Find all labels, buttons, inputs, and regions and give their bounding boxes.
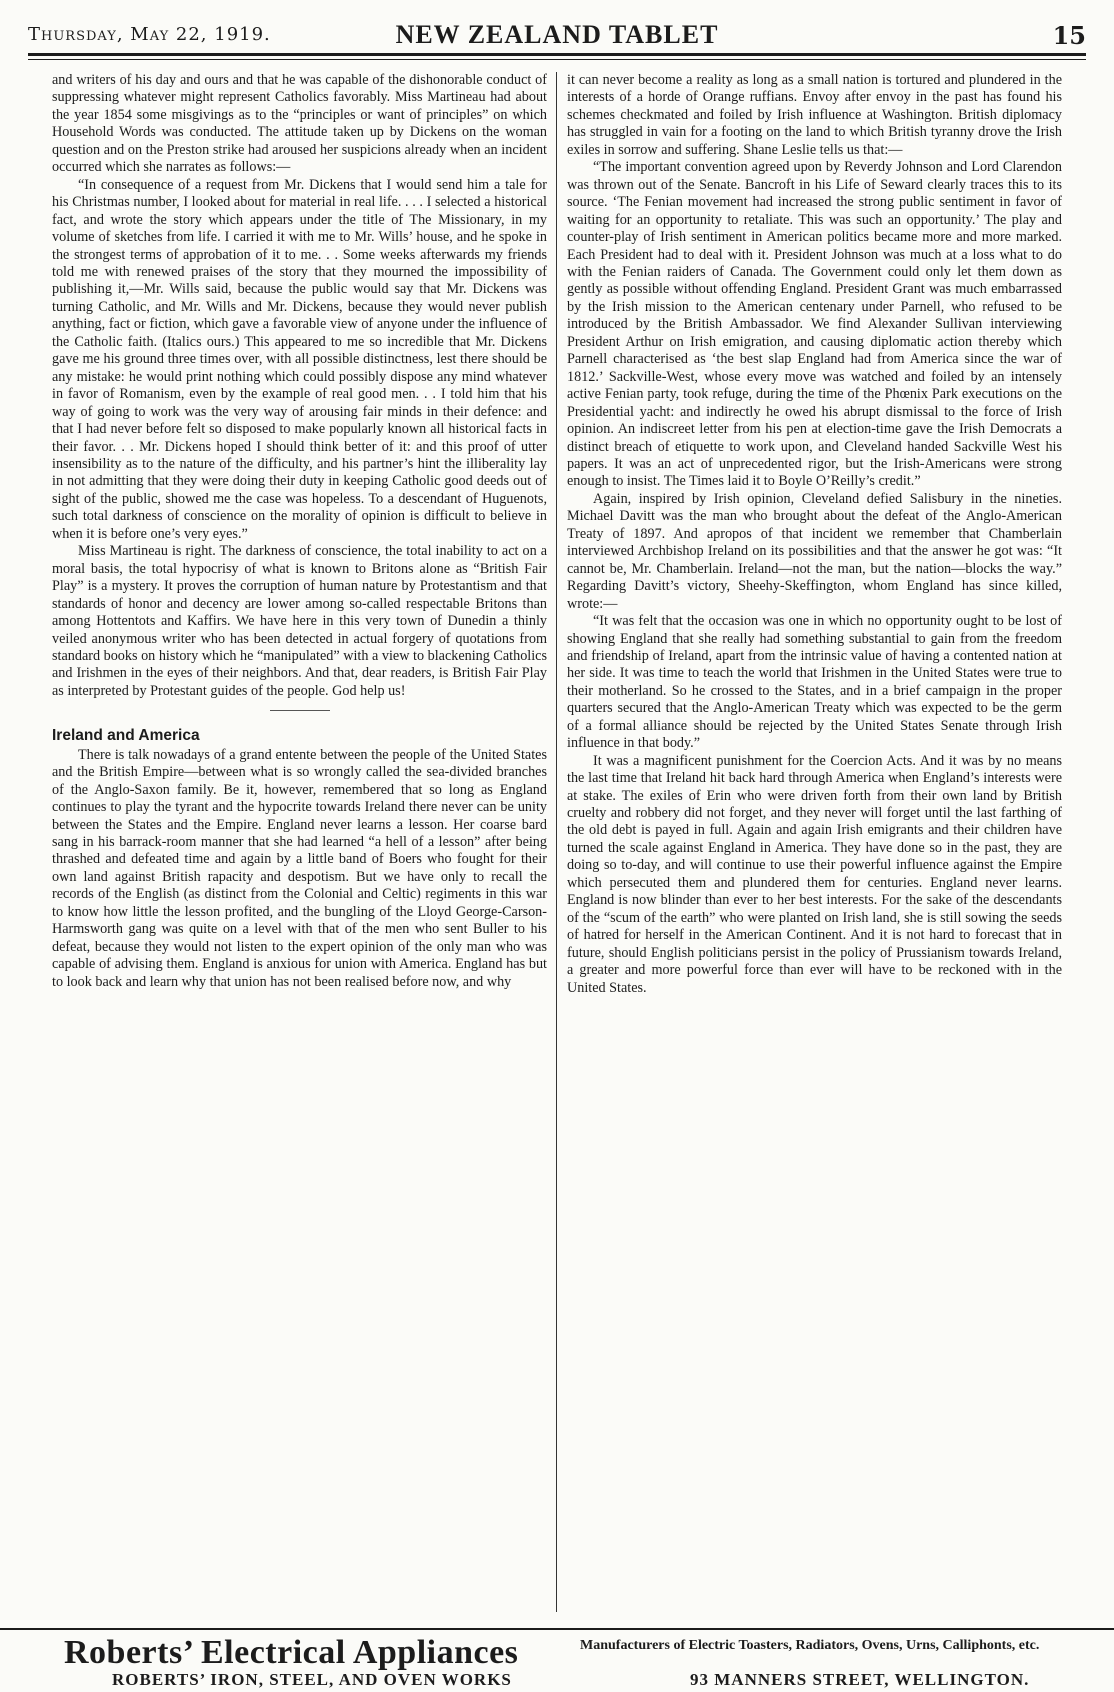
article-paragraph: it can never become a reality as long as a small nation is tortured and plundered in the interests of a horde of Orange ruffians. Envoy after envoy in the past has found his schemes checkmated and foiled by Irish influence at Washington. British diplomacy has struggled in vain for a footing on the land to which British tyranny drove the Irish exiles in sorrow and suffering. Shane Leslie tells us that:—	[567, 72, 1062, 158]
article-paragraph: Again, inspired by Irish opinion, Cleveland defied Salisbury in the nineties. Michael Davitt was the man who brought about the defeat of the Anglo-American Treaty of 1897. And apropos of that incident we remember that Chamberlain interviewed Archbishop Ireland on its possibilities and that the answer he got was: “It cannot be, Mr. Chamberlain. Ireland—not the man, but the nation—blocks the way.” Regarding Davitt’s victory, Sheehy-Skeffington, whom England has since killed, wrote:—	[567, 490, 1062, 612]
advertisement-banner	[0, 1628, 1114, 1692]
advertiser-address: 93 MANNERS STREET, WELLINGTON.	[690, 1670, 1030, 1689]
quoted-paragraph: “In consequence of a request from Mr. Dickens that I would send him a tale for his Christmas number, I looked about for material in real life. . . . I selected a historical fact, and wrote the story which appears under the title of The Missionary, in my volume of sketches from life. I carried it with me to Mr. Wills’ house, and he spoke in the strongest terms of approbation of it to me. . . Some weeks afterwards my friends told me with renewed praises of the story that they mourned the impossibility of publishing it,—Mr. Wills said, because the public would say that Mr. Dickens was turning Catholic, and Mr. Wills and Mr. Dickens, because they would never publish anything, fact or fiction, which gave a favorable view of anyone under the influence of the Catholic faith. (Italics ours.) This appeared to me so incredible that Mr. Dickens gave me his ground three times over, with all possible distinctness, lest there should be any mistake: he would print nothing which could possibly dispose any mind whatever in favor of Romanism, even by the example of real good men. . . I told him that his way of going to work was the very way of arousing fair minds in their defence: and that I had never before felt so disposed to make popularly known all historical facts in their favor. . . Mr. Dickens hoped I should think better of it: and this proof of utter insensibility as to the nature of the difficulty, and his partner’s hint the illiberality lay in not admitting that they were doing their duty in keeping Catholic good deeds out of sight of the public, showed me the case was hopeless. To a descendant of Huguenots, such total darkness of conscience on the morality of opinion is difficult to believe in when it is before one’s very eyes.”	[52, 176, 547, 542]
article-paragraph: and writers of his day and ours and that he was capable of the dishonorable conduct of suppressing whatever might represent Catholics favorably. Miss Martineau had about the year 1854 some misgivings as to the “principles or want of principles” on which Household Words was conducted. The attitude taken up by Dickens on the woman question and on the Preston strike had aroused her suspicions already when an incident occurred which she narrates as follows:—	[52, 72, 547, 176]
article-paragraph: It was a magnificent punishment for the Coercion Acts. And it was by no means the last time that Ireland hit back hard through America when England’s interests were at stake. The exiles of Erin who were driven forth from their own land by British cruelty and robbery did not forget, and they never will forget until the last farthing of the old debt is payed in full. Again and again Irish emigrants and their children have turned the scale against England in America. They have done so in the past, they are doing so to-day, and will continue to use their powerful influence against the Empire which persecuted them and plundered them for centuries. England never learns. England is now blinder than ever to her best interests. For the sake of the descendants of the “scum of the earth” who were planted on Irish land, she is still sowing the seeds of hatred for herself in the American Continent. And it is not hard to forecast that in future, should English politicians persist in the policy of Prussianism towards Ireland, a greater and more powerful force than ever will have to be reckoned with in the United States.	[567, 752, 1062, 996]
header-rule	[28, 53, 1086, 56]
column-divider	[556, 72, 557, 1612]
section-heading: Ireland and America	[52, 727, 200, 745]
left-column	[52, 72, 547, 1620]
quoted-paragraph: “The important convention agreed upon by Reverdy Johnson and Lord Clarendon was thrown out of the Senate. Bancroft in his Life of Seward clearly traces this to its source. ‘The Fenian movement had increased the strong public sentiment in favor of waiting for an opportunity to retaliate. This was such an opportunity.’ The play and counter-play of Irish sentiment in American politics became more and more marked. Each President had to deal with it. President Johnson was much at a loss what to do with the Fenian raiders of Canada. The Government could only let them down as gently as possible without offending England. President Grant was much embarrassed by the Irish mission to the American centenary under Parnell, who refused to be introduced by the British Ambassador. We find Alexander Sullivan interviewing President Arthur on Irish emigration, and causing diplomatic action thereby which Parnell characterised as ‘the best slap England had from America since the war of 1812.’ Sackville-West, whose every move was watched and foiled by an intensely active Fenian party, took refuge, during the time of the Phœnix Park executions on the Presidential yacht: and indirectly he owed his abrupt dismissal to the force of Irish opinion. An indiscreet letter from his pen at election-time gave the Irish Democrats a distinct breach of etiquette to work upon, and Cleveland handed Sackville West his papers. It was an act of unprecedented rigor, but the Irish-Americans were strong enough to insist. The Times laid it to Boyle O’Reilly’s credit.”	[567, 159, 1062, 490]
page-header	[28, 18, 1086, 52]
section-divider	[270, 710, 330, 711]
issue-date: Thursday, May 22, 1919.	[28, 24, 271, 45]
quoted-paragraph: “It was felt that the occasion was one in which no opportunity ought to be lost of showing England that she really had something substantial to gain from the freedom and friendship of Ireland, apart from the intrinsic value of having a contented nation at her side. It was time to teach the world that Irishmen in the United States were true to their motherland. So he crossed to the States, and in a brief campaign in the proper quarters secured that the Anglo-American Treaty which was expected to be the germ of a formal alliance should be rejected by the United States Senate through Irish influence in that body.”	[567, 613, 1062, 752]
page-number: 15	[1052, 21, 1086, 50]
publication-title: NEW ZEALAND TABLET	[395, 20, 719, 49]
right-column	[567, 72, 1062, 1620]
article-paragraph: There is talk nowadays of a grand entente between the people of the United States and the British Empire—between what is so wrongly called the sea-divided branches of the Anglo-Saxon family. Be it, however, remembered that so long as England continues to play the tyrant and the hypocrite towards Ireland there never can be unity between the States and the Empire. England never learns a lesson. Her coarse bard sang in his barrack-room manner that she had learned “a hell of a lesson” after being thrashed and defeated time and again by a little band of Boers who fought for their own land against British rapacity and despotism. But we have only to recall the records of the English (as distinct from the Colonial and Celtic) regiments in this war to know how little the lesson profited, and the bungling of the Lloyd George-Carson-Harmsworth gang was quite on a level with that of the men who sent Buller to his defeat, because they would not listen to the expert opinion of the only man who was capable of advising them. England is anxious for union with America. England has but to look back and learn why that union has not been realised before now, and why	[52, 746, 547, 990]
header-rule-thin	[28, 59, 1086, 60]
advertiser-name: Roberts’ Electrical Appliances	[64, 1634, 519, 1671]
article-paragraph: Miss Martineau is right. The darkness of conscience, the total inability to act on a moral basis, the total hypocrisy of what is known to Britons alone as “British Fair Play” is a mystery. It proves the corruption of human nature by Protestantism and that standards of honor and decency are lower among so-called respectable Britons than among Hottentots and Kaffirs. We have here in this very town of Dunedin a thinly veiled anonymous writer who has been detected in actual forgery of quotations from standard books on history which he “manipulated” with a view to blackening Catholics and Irishmen in the eyes of their neighbors. And that, dear readers, is British Fair Play as interpreted by Protestant guides of the people. God help us!	[52, 543, 547, 699]
advertiser-description: Manufacturers of Electric Toasters, Radiators, Ovens, Urns, Calliphonts, etc.	[580, 1638, 1040, 1653]
advertiser-works: ROBERTS’ IRON, STEEL, AND OVEN WORKS	[112, 1670, 512, 1689]
